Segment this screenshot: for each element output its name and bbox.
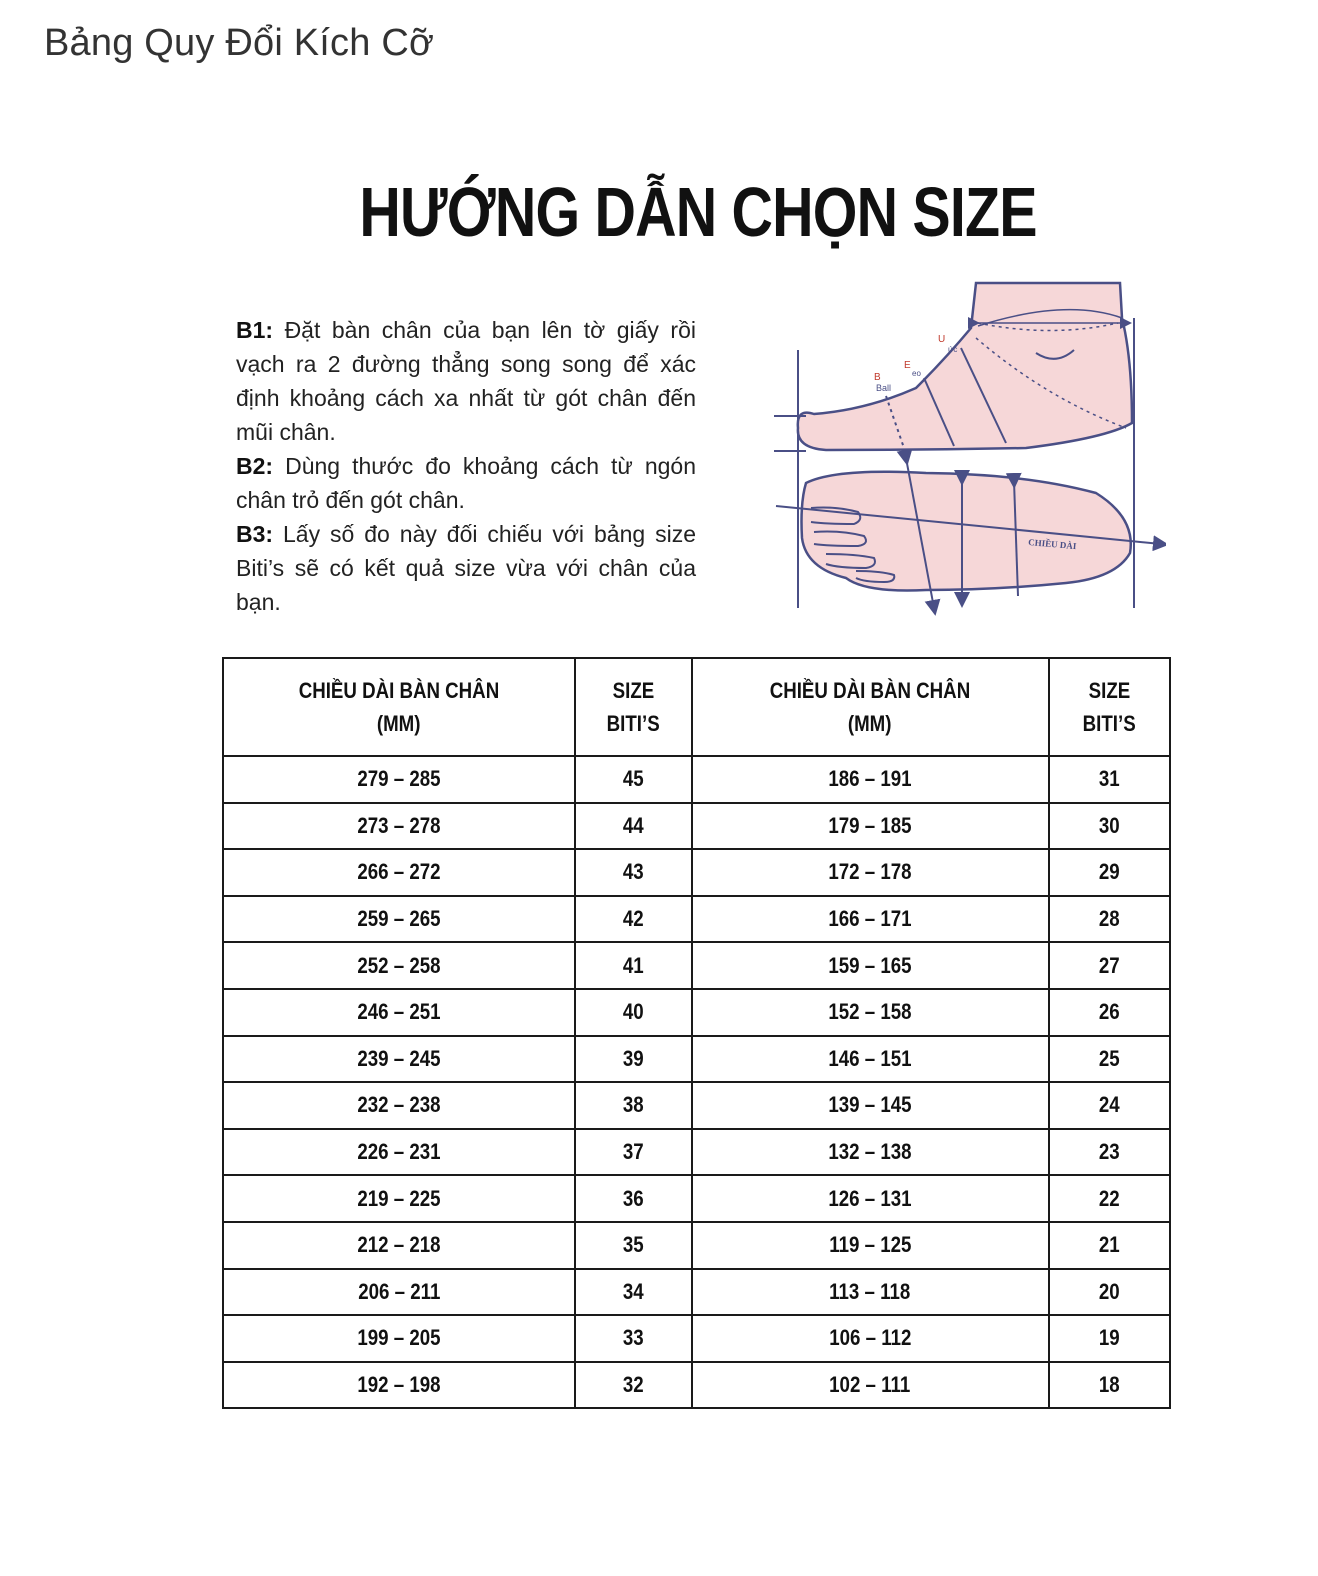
length-cell: 273 – 278 [223,803,575,850]
size-cell: 19 [1049,1315,1170,1362]
table-row [223,803,1170,850]
label-b-sub: Ball [876,383,892,393]
length-cell: 199 – 205 [223,1315,575,1362]
size-cell: 34 [575,1269,691,1316]
table-row [223,1362,1170,1409]
step-3-label: B3: [236,521,274,547]
table-row [223,942,1170,989]
length-cell: 146 – 151 [692,1036,1049,1083]
table-row [223,989,1170,1036]
header-size [1049,658,1170,756]
length-cell: 172 – 178 [692,849,1049,896]
size-cell: 24 [1049,1082,1170,1129]
header-length-line1: CHIỀU DÀI BÀN CHÂN [298,678,500,703]
length-cell: 132 – 138 [692,1129,1049,1176]
step-1-label: B1: [236,317,274,343]
length-cell: 106 – 112 [692,1315,1049,1362]
table-row [223,896,1170,943]
size-cell: 38 [575,1082,691,1129]
length-cell: 206 – 211 [223,1269,575,1316]
size-cell: 28 [1049,896,1170,943]
label-u-sub: ức [948,345,958,354]
table-body [223,756,1170,1408]
length-cell: 252 – 258 [223,942,575,989]
length-cell: 102 – 111 [692,1362,1049,1409]
size-cell: 43 [575,849,691,896]
table-row [223,1082,1170,1129]
header-length-line2: (MM) [848,711,892,736]
length-cell: 212 – 218 [223,1222,575,1269]
table-row [223,1129,1170,1176]
step-1 [236,313,696,449]
header-length-line1: CHIỀU DÀI BÀN CHÂN [769,678,971,703]
side-foot-shape [798,283,1132,450]
size-cell: 35 [575,1222,691,1269]
page-header: Bảng Quy Đổi Kích Cỡ [44,22,435,64]
label-length: CHIỀU DÀI [1027,537,1077,552]
header-length [692,658,1049,756]
length-cell: 226 – 231 [223,1129,575,1176]
top-foot-shape [802,472,1131,591]
label-u: U [938,334,946,345]
size-cell: 26 [1049,989,1170,1036]
size-cell: 31 [1049,756,1170,803]
size-cell: 22 [1049,1175,1170,1222]
label-e-sub: eo [912,369,921,378]
step-3 [236,517,696,619]
header-length [223,658,575,756]
size-cell: 25 [1049,1036,1170,1083]
size-cell: 29 [1049,849,1170,896]
header-length-line2: (MM) [377,711,421,736]
step-2 [236,449,696,517]
length-cell: 232 – 238 [223,1082,575,1129]
size-table [222,657,1171,1409]
length-cell: 126 – 131 [692,1175,1049,1222]
length-cell: 152 – 158 [692,989,1049,1036]
header-size-line2: BITI’S [1082,711,1136,736]
table-row [223,849,1170,896]
size-cell: 23 [1049,1129,1170,1176]
length-cell: 139 – 145 [692,1082,1049,1129]
guide-title: HƯỚNG DẪN CHỌN SIZE [359,173,1037,251]
size-cell: 44 [575,803,691,850]
table-row [223,1315,1170,1362]
length-cell: 192 – 198 [223,1362,575,1409]
table-row [223,1175,1170,1222]
label-b: B [874,372,881,383]
length-cell: 159 – 165 [692,942,1049,989]
size-cell: 41 [575,942,691,989]
size-cell: 37 [575,1129,691,1176]
step-1-text: Đặt bàn chân của bạn lên tờ giấy rồi vạch ra 2 đường thẳng song song để xác định khoảng cách xa nhất từ gót chân đến mũi chân. [236,317,696,445]
size-cell: 27 [1049,942,1170,989]
size-cell: 45 [575,756,691,803]
length-cell: 219 – 225 [223,1175,575,1222]
step-2-label: B2: [236,453,274,479]
table-row [223,756,1170,803]
length-cell: 246 – 251 [223,989,575,1036]
length-cell: 259 – 265 [223,896,575,943]
size-cell: 36 [575,1175,691,1222]
length-cell: 119 – 125 [692,1222,1049,1269]
length-cell: 279 – 285 [223,756,575,803]
length-cell: 179 – 185 [692,803,1049,850]
size-cell: 42 [575,896,691,943]
header-size-line2: BITI’S [606,711,660,736]
table-row [223,1269,1170,1316]
step-2-text: Dùng thước đo khoảng cách từ ngón chân trỏ đến gót chân. [236,453,696,513]
size-cell: 18 [1049,1362,1170,1409]
size-cell: 40 [575,989,691,1036]
instructions [236,313,696,619]
length-cell: 113 – 118 [692,1269,1049,1316]
length-cell: 239 – 245 [223,1036,575,1083]
header-size-line1: SIZE [612,678,655,703]
size-cell: 33 [575,1315,691,1362]
size-cell: 20 [1049,1269,1170,1316]
length-cell: 166 – 171 [692,896,1049,943]
length-cell: 186 – 191 [692,756,1049,803]
header-size [575,658,691,756]
size-cell: 39 [575,1036,691,1083]
length-cell: 266 – 272 [223,849,575,896]
size-cell: 32 [575,1362,691,1409]
table-row [223,1036,1170,1083]
table-row [223,1222,1170,1269]
header-size-line1: SIZE [1088,678,1131,703]
foot-measurement-diagram [766,278,1166,618]
size-cell: 30 [1049,803,1170,850]
step-3-text: Lấy số đo này đối chiếu với bảng size Biti’s sẽ có kết quả size vừa với chân của bạn. [236,521,696,615]
label-e: E [904,360,911,371]
table-header-row [223,658,1170,756]
size-cell: 21 [1049,1222,1170,1269]
